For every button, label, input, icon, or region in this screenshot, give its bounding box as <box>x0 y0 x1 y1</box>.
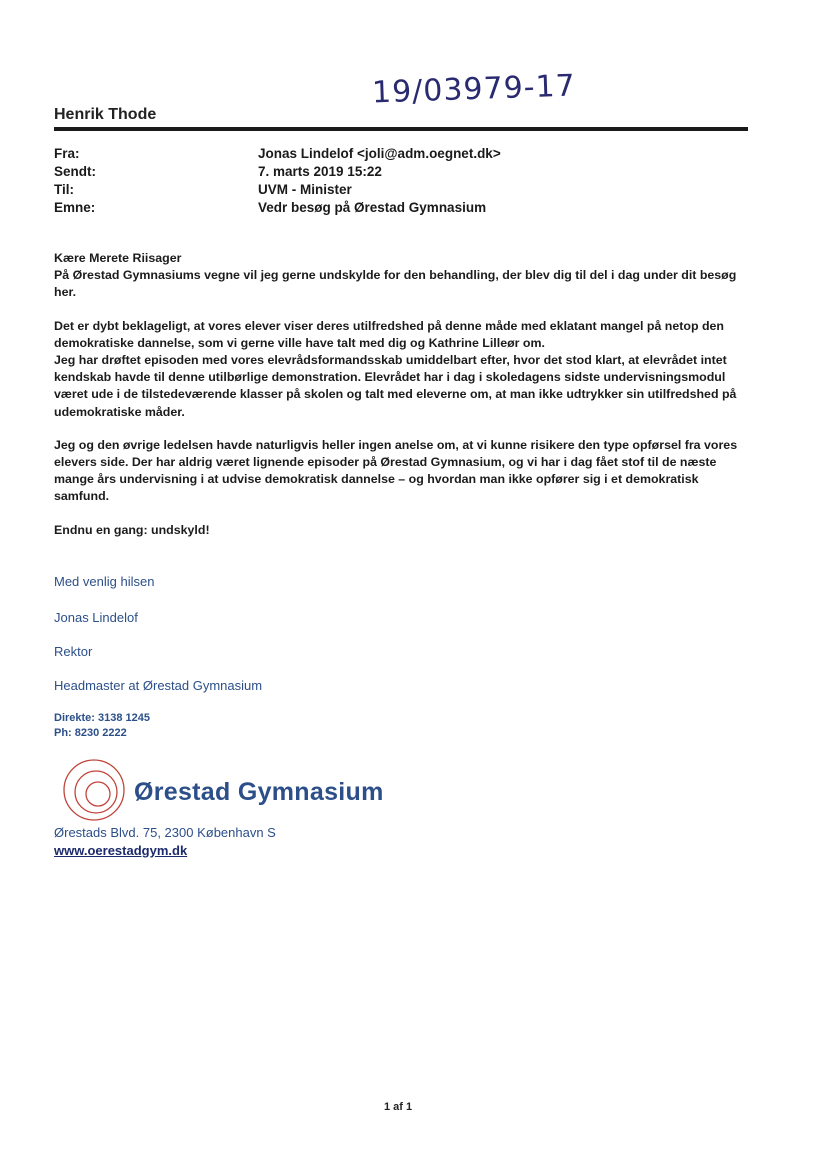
school-address: Ørestads Blvd. 75, 2300 København S <box>54 825 276 840</box>
paragraph-apology: På Ørestad Gymnasiums vegne vil jeg gerne undskylde for den behandling, der blev dig til del i dag under dit besøg her. <box>54 268 737 300</box>
school-logo <box>56 756 396 822</box>
signature-name: Jonas Lindelof <box>54 610 138 625</box>
signature-title: Rektor <box>54 644 93 659</box>
paragraph-management: Jeg og den øvrige ledelsen havde naturligvis heller ingen anelse om, at vi kunne risikere den type opførsel fra vores elevers side. Der har aldrig været lignende episoder på Ørestad Gymnasium, og vi har i dag fået stof til de næste mange års undervisning i at udvise demokratisk dannelse – og hvordan man ikke opfører sig i et demokratisk samfund. <box>54 437 738 504</box>
header-value-to: UVM - Minister <box>258 182 352 197</box>
sender-name: Henrik Thode <box>54 106 157 123</box>
header-value-sent: 7. marts 2019 15:22 <box>258 164 382 179</box>
closing-line: Endnu en gang: undskyld! <box>54 522 210 537</box>
header-value-from: Jonas Lindelof <joli@adm.oegnet.dk> <box>258 146 501 161</box>
signature-regards: Med venlig hilsen <box>54 574 155 589</box>
page-number: 1 af 1 <box>384 1101 413 1113</box>
case-number-handwritten: 19/03979-17 <box>371 68 577 111</box>
header-label-from: Fra: <box>54 146 80 161</box>
header-label-to: Til: <box>54 182 74 197</box>
signature-phone: Ph: 8230 2222 <box>54 727 127 739</box>
greeting: Kære Merete Riisager <box>54 251 182 265</box>
logo-wordmark: Ørestad Gymnasium <box>134 778 384 806</box>
signature-direct-phone: Direkte: 3138 1245 <box>54 712 151 724</box>
header-label-sent: Sendt: <box>54 164 96 179</box>
email-body <box>54 250 744 539</box>
logo-rings-icon <box>56 756 136 822</box>
paragraph-regret: Det er dybt beklageligt, at vores elever viser deres utilfredshed på denne måde med eklatant mangel på netop den demokratiske dannelse, som vi gerne ville have talt med dig og Kathrine Lilleør om. <box>54 318 724 350</box>
header-label-subject: Emne: <box>54 200 96 215</box>
signature-title-english: Headmaster at Ørestad Gymnasium <box>54 678 263 693</box>
header-rule <box>54 127 748 131</box>
header-value-subject: Vedr besøg på Ørestad Gymnasium <box>258 200 487 215</box>
school-website-link[interactable]: www.oerestadgym.dk <box>54 843 188 858</box>
paragraph-student-council: Jeg har drøftet episoden med vores elevrådsformandsskab umiddelbart efter, hvor det stod klart, at elevrådet intet kendskab havde til denne utilbørlige demonstration. Elevrådet har i dag i skoledagens sidste undervisningsmodul været ude i de tilstedeværende klasser på skolen og talt med eleverne om, at man ikke udtrykker sin utilfredshed på udemokratiske måder. <box>54 353 737 419</box>
